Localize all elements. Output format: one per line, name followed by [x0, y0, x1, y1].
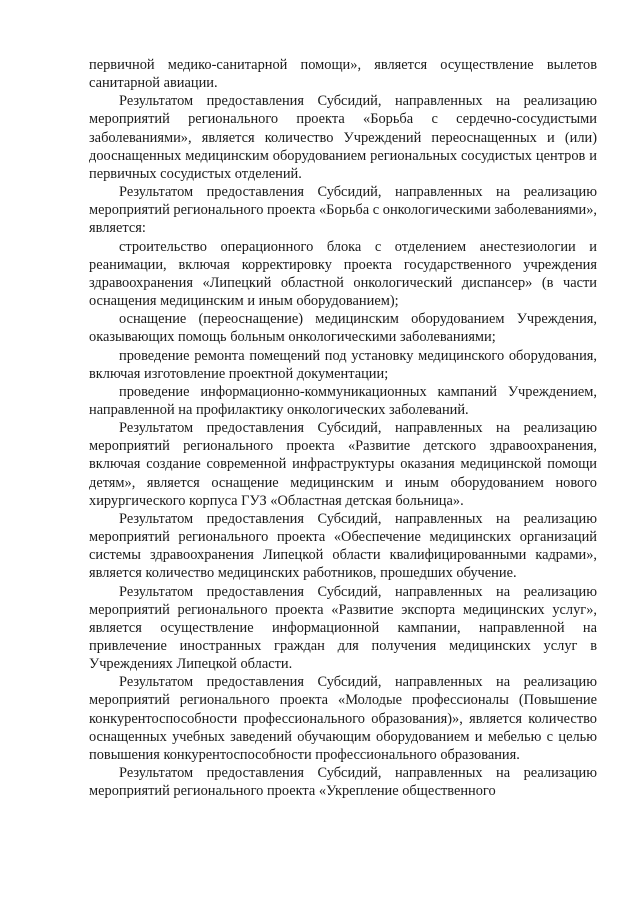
list-item-operating-block: строительство операционного блока с отделением анестезиологии и реанимации, включая корректировку проекта государственного учреждения здравоохранения «Липецкий областной онкологический диспансер» (в части оснащения медицинским и иным оборудованием);	[89, 238, 597, 310]
document-page	[89, 56, 597, 800]
paragraph-cardiovascular: Результатом предоставления Субсидий, направленных на реализацию мероприятий регионального проекта «Борьба с сердечно-сосудистыми заболеваниями», является количество Учреждений переоснащенных и (или) дооснащенных медицинским оборудованием региональных сосудистых центров и первичных сосудистых отделений.	[89, 93, 597, 182]
paragraph-export: Результатом предоставления Субсидий, направленных на реализацию мероприятий регионального проекта «Развитие экспорта медицинских услуг», является осуществление информационной кампании, направленной на привлечение иностранных граждан для получения медицинских услуг в Учреждениях Липецкой области.	[89, 583, 597, 673]
paragraph-oncology-intro: Результатом предоставления Субсидий, направленных на реализацию мероприятий регионального проекта «Борьба с онкологическими заболеваниями», является:	[89, 184, 597, 237]
list-item-equipment: оснащение (переоснащение) медицинским оборудованием Учреждения, оказывающих помощь больным онкологическими заболеваниями;	[89, 311, 597, 346]
paragraph-child-health: Результатом предоставления Субсидий, направленных на реализацию мероприятий регионального проекта «Развитие детского здравоохранения, включая создание современной инфраструктуры оказания медицинской помощи детям», является оснащение медицинским и иным оборудованием нового хирургического корпуса ГУЗ «Областная детская больница».	[89, 420, 597, 509]
list-item-campaigns: проведение информационно-коммуникационных кампаний Учреждением, направленной на профилактику онкологических заболеваний.	[89, 383, 597, 418]
paragraph-staffing: Результатом предоставления Субсидий, направленных на реализацию мероприятий регионального проекта «Обеспечение медицинских организаций системы здравоохранения Липецкой области квалифицированными кадрами», является количество медицинских работников, прошедших обучение.	[89, 510, 597, 582]
paragraph-young-professionals: Результатом предоставления Субсидий, направленных на реализацию мероприятий регионального проекта «Молодые профессионалы (Повышение конкурентоспособности профессионального образования)», является количество оснащенных учебных заведений обучающим оборудованием и мебелью с целью повышения конкурентоспособности профессионального образования.	[89, 674, 597, 763]
paragraph-1-continuation: первичной медико-санитарной помощи», является осуществление вылетов санитарной авиации.	[89, 57, 597, 92]
list-item-repair: проведение ремонта помещений под установку медицинского оборудования, включая изготовление проектной документации;	[89, 347, 597, 382]
paragraph-public-health: Результатом предоставления Субсидий, направленных на реализацию мероприятий регионального проекта «Укрепление общественного	[89, 765, 597, 800]
